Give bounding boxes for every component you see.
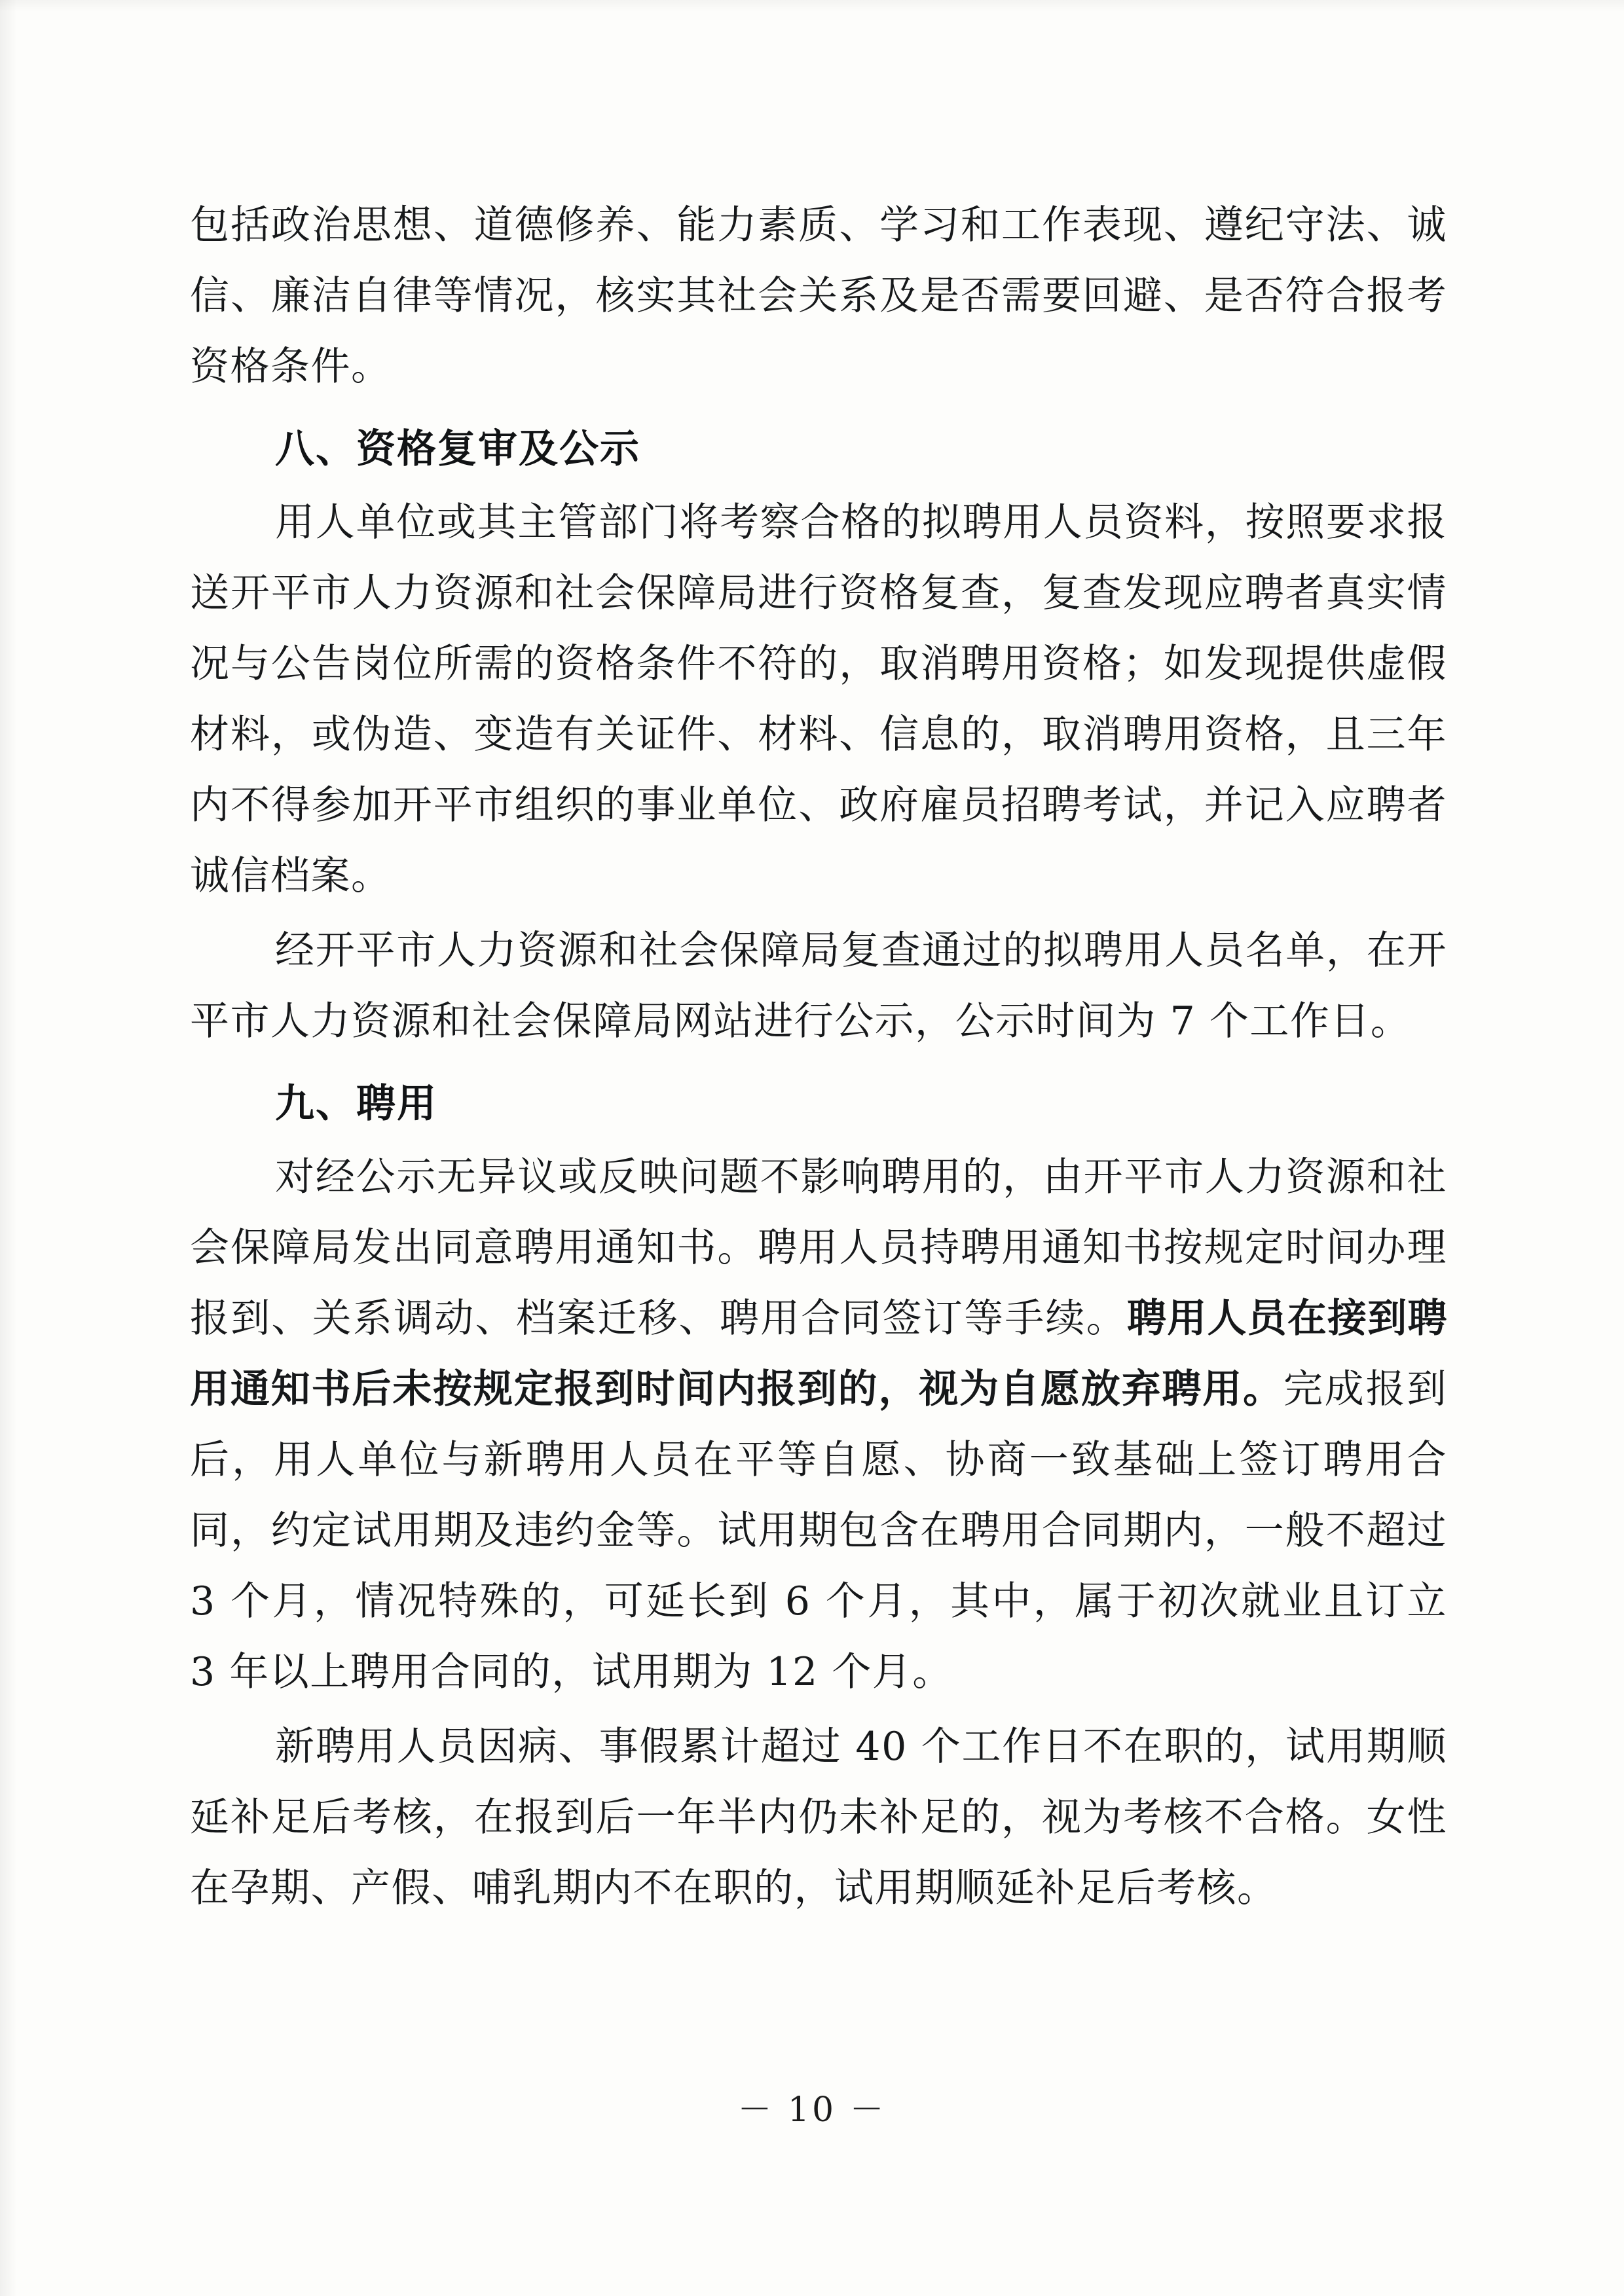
page-number: － 10 － bbox=[737, 2090, 887, 2130]
section-heading-9: 九、聘用 bbox=[275, 1081, 437, 1127]
paragraph-publicity-period: 经开平市人力资源和社会保障局复查通过的拟聘用人员名单，在开平市人力资源和社会保障局网站进行公示，公示时间为 7 个工作日。 bbox=[190, 928, 1447, 1044]
paragraph-probation-extension: 新聘用人员因病、事假累计超过 40 个工作日不在职的，试用期顺延补足后考核，在报到后一年半内仍未补足的，视为考核不合格。女性在孕期、产假、哺乳期内不在职的，试用期顺延补足后考核。 bbox=[190, 1724, 1447, 1911]
section-heading-8: 八、资格复审及公示 bbox=[275, 426, 640, 472]
document-body bbox=[190, 190, 1447, 1927]
run-normal-2: 完成报到后，用人单位与新聘用人员在平等自愿、协商一致基础上签订聘用合同，约定试用期及违约金等。试用期包含在聘用合同期内，一般不超过 3 个月，情况特殊的，可延长到 6 个月，其中，属于初次就业且订立 3 年以上聘用合同的，试用期为 12 个月。 bbox=[190, 1366, 1448, 1695]
page-edge-shadow-top bbox=[0, 0, 1624, 12]
paragraph-employment-procedure bbox=[190, 1142, 1447, 1707]
run-normal-1: 对经公示无异议或反映问题不影响聘用的，由开平市人力资源和社会保障局发出同意聘用通知书。聘用人员持聘用通知书按规定时间办理报到、关系调动、档案迁移、聘用合同签订等手续。 bbox=[190, 1154, 1447, 1341]
page-edge-shadow-left bbox=[0, 0, 17, 2296]
paragraph-continuation: 包括政治思想、道德修养、能力素质、学习和工作表现、遵纪守法、诚信、廉洁自律等情况，核实其社会关系及是否需要回避、是否符合报考资格条件。 bbox=[190, 202, 1447, 390]
paragraph-qualification-review: 用人单位或其主管部门将考察合格的拟聘用人员资料，按照要求报送开平市人力资源和社会保障局进行资格复查，复查发现应聘者真实情况与公告岗位所需的资格条件不符的，取消聘用资格；如发现提供虚假材料，或伪造、变造有关证件、材料、信息的，取消聘用资格，且三年内不得参加开平市组织的事业单位、政府雇员招聘考试，并记入应聘者诚信档案。 bbox=[190, 500, 1447, 899]
run-bold-emphasis: 聘用人员在接到聘用通知书后未按规定报到时间内报到的，视为自愿放弃聘用。 bbox=[190, 1296, 1448, 1412]
